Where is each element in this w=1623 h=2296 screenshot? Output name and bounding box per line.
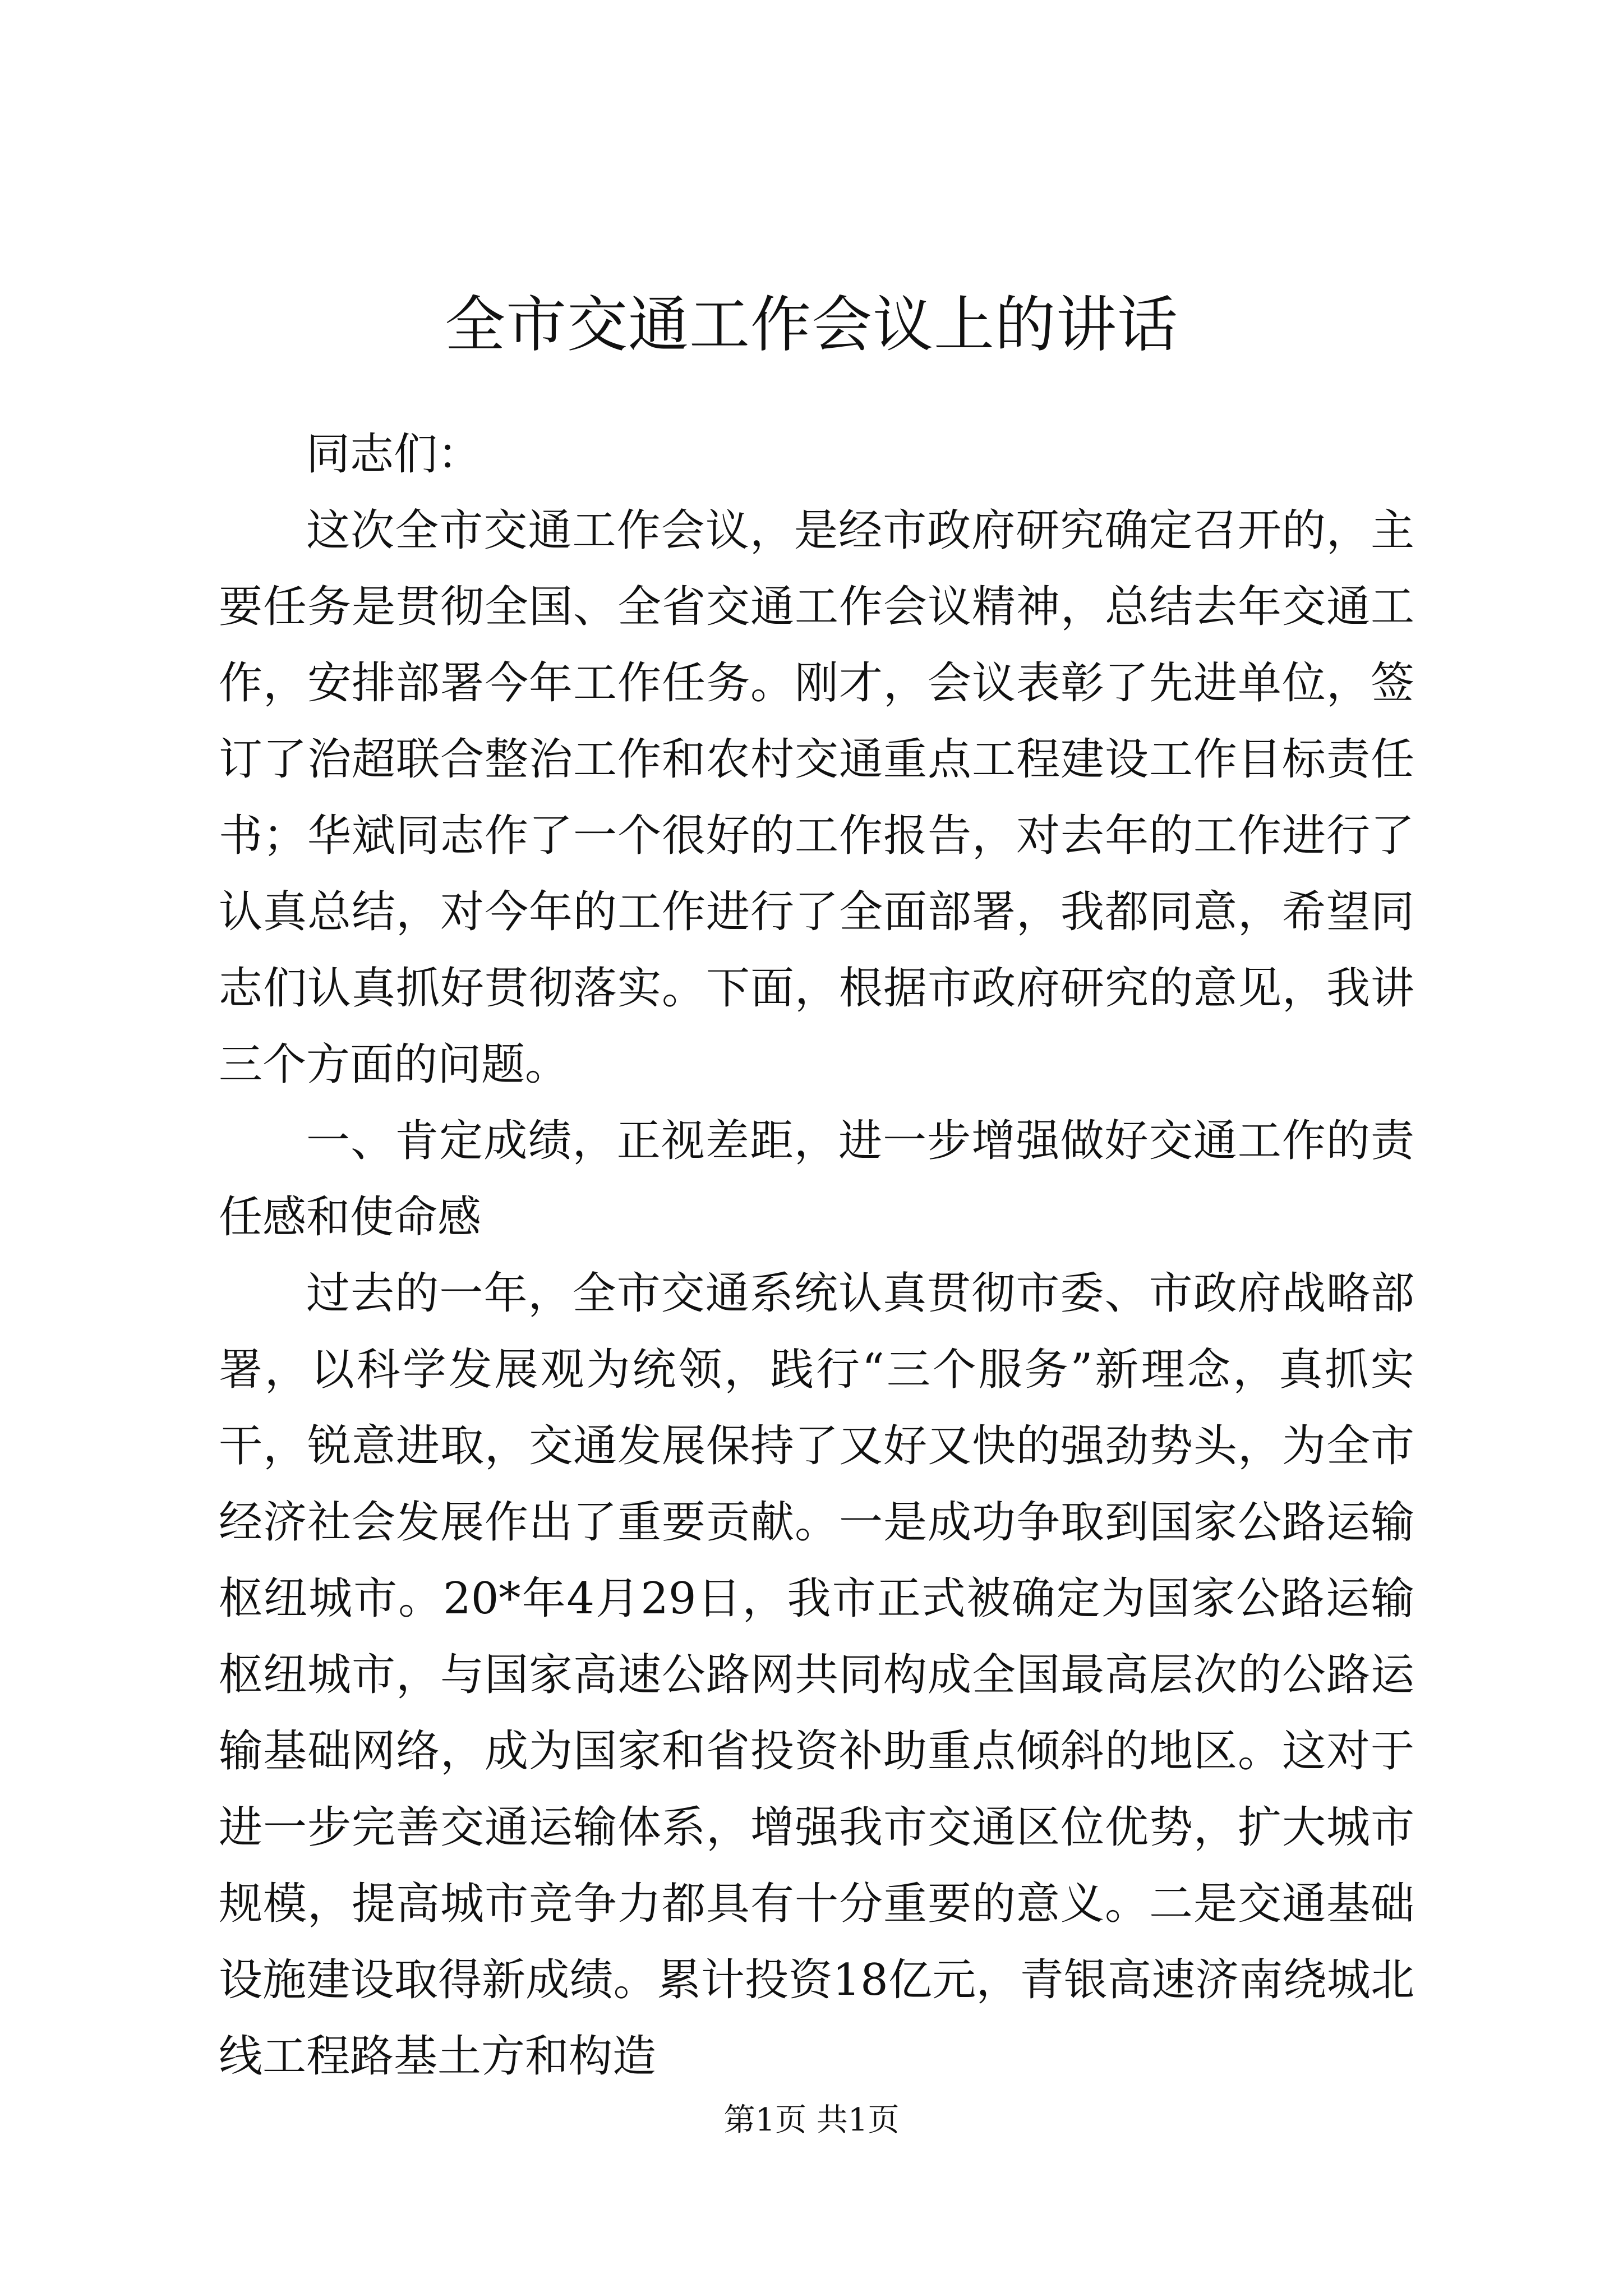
section-heading: 一、肯定成绩，正视差距，进一步增强做好交通工作的责任感和使命感 [219,1116,1414,1243]
page-footer: 第1页 共1页 [723,2102,900,2138]
document-body [219,416,1414,2095]
body-paragraph: 过去的一年，全市交通系统认真贯彻市委、市政府战略部署，以科学发展观为统领，践行“三个服务”新理念，真抓实干，锐意进取，交通发展保持了又好又快的强劲势头，为全市经济社会发展作出了重要贡献。一是成功争取到国家公路运输枢纽城市。20*年4月29日，我市正式被确定为国家公路运输枢纽城市，与国家高速公路网共同构成全国最高层次的公路运输基础网络，成为国家和省投资补助重点倾斜的地区。这对于进一步完善交通运输体系，增强我市交通区位优势，扩大城市规模，提高城市竞争力都具有十分重要的意义。二是交通基础设施建设取得新成绩。累计投资18亿元，青银高速济南绕城北线工程路基土方和构造 [219,1268,1414,2082]
document-title: 全市交通工作会议上的讲话 [444,290,1178,360]
body-paragraph: 这次全市交通工作会议，是经市政府研究确定召开的，主要任务是贯彻全国、全省交通工作会议精神，总结去年交通工作，安排部署今年工作任务。刚才，会议表彰了先进单位，签订了治超联合整治工作和农村交通重点工程建设工作目标责任书；华斌同志作了一个很好的工作报告，对去年的工作进行了认真总结，对今年的工作进行了全面部署，我都同意，希望同志们认真抓好贯彻落实。下面，根据市政府研究的意见，我讲三个方面的问题。 [219,505,1414,1090]
salutation: 同志们： [306,429,482,480]
